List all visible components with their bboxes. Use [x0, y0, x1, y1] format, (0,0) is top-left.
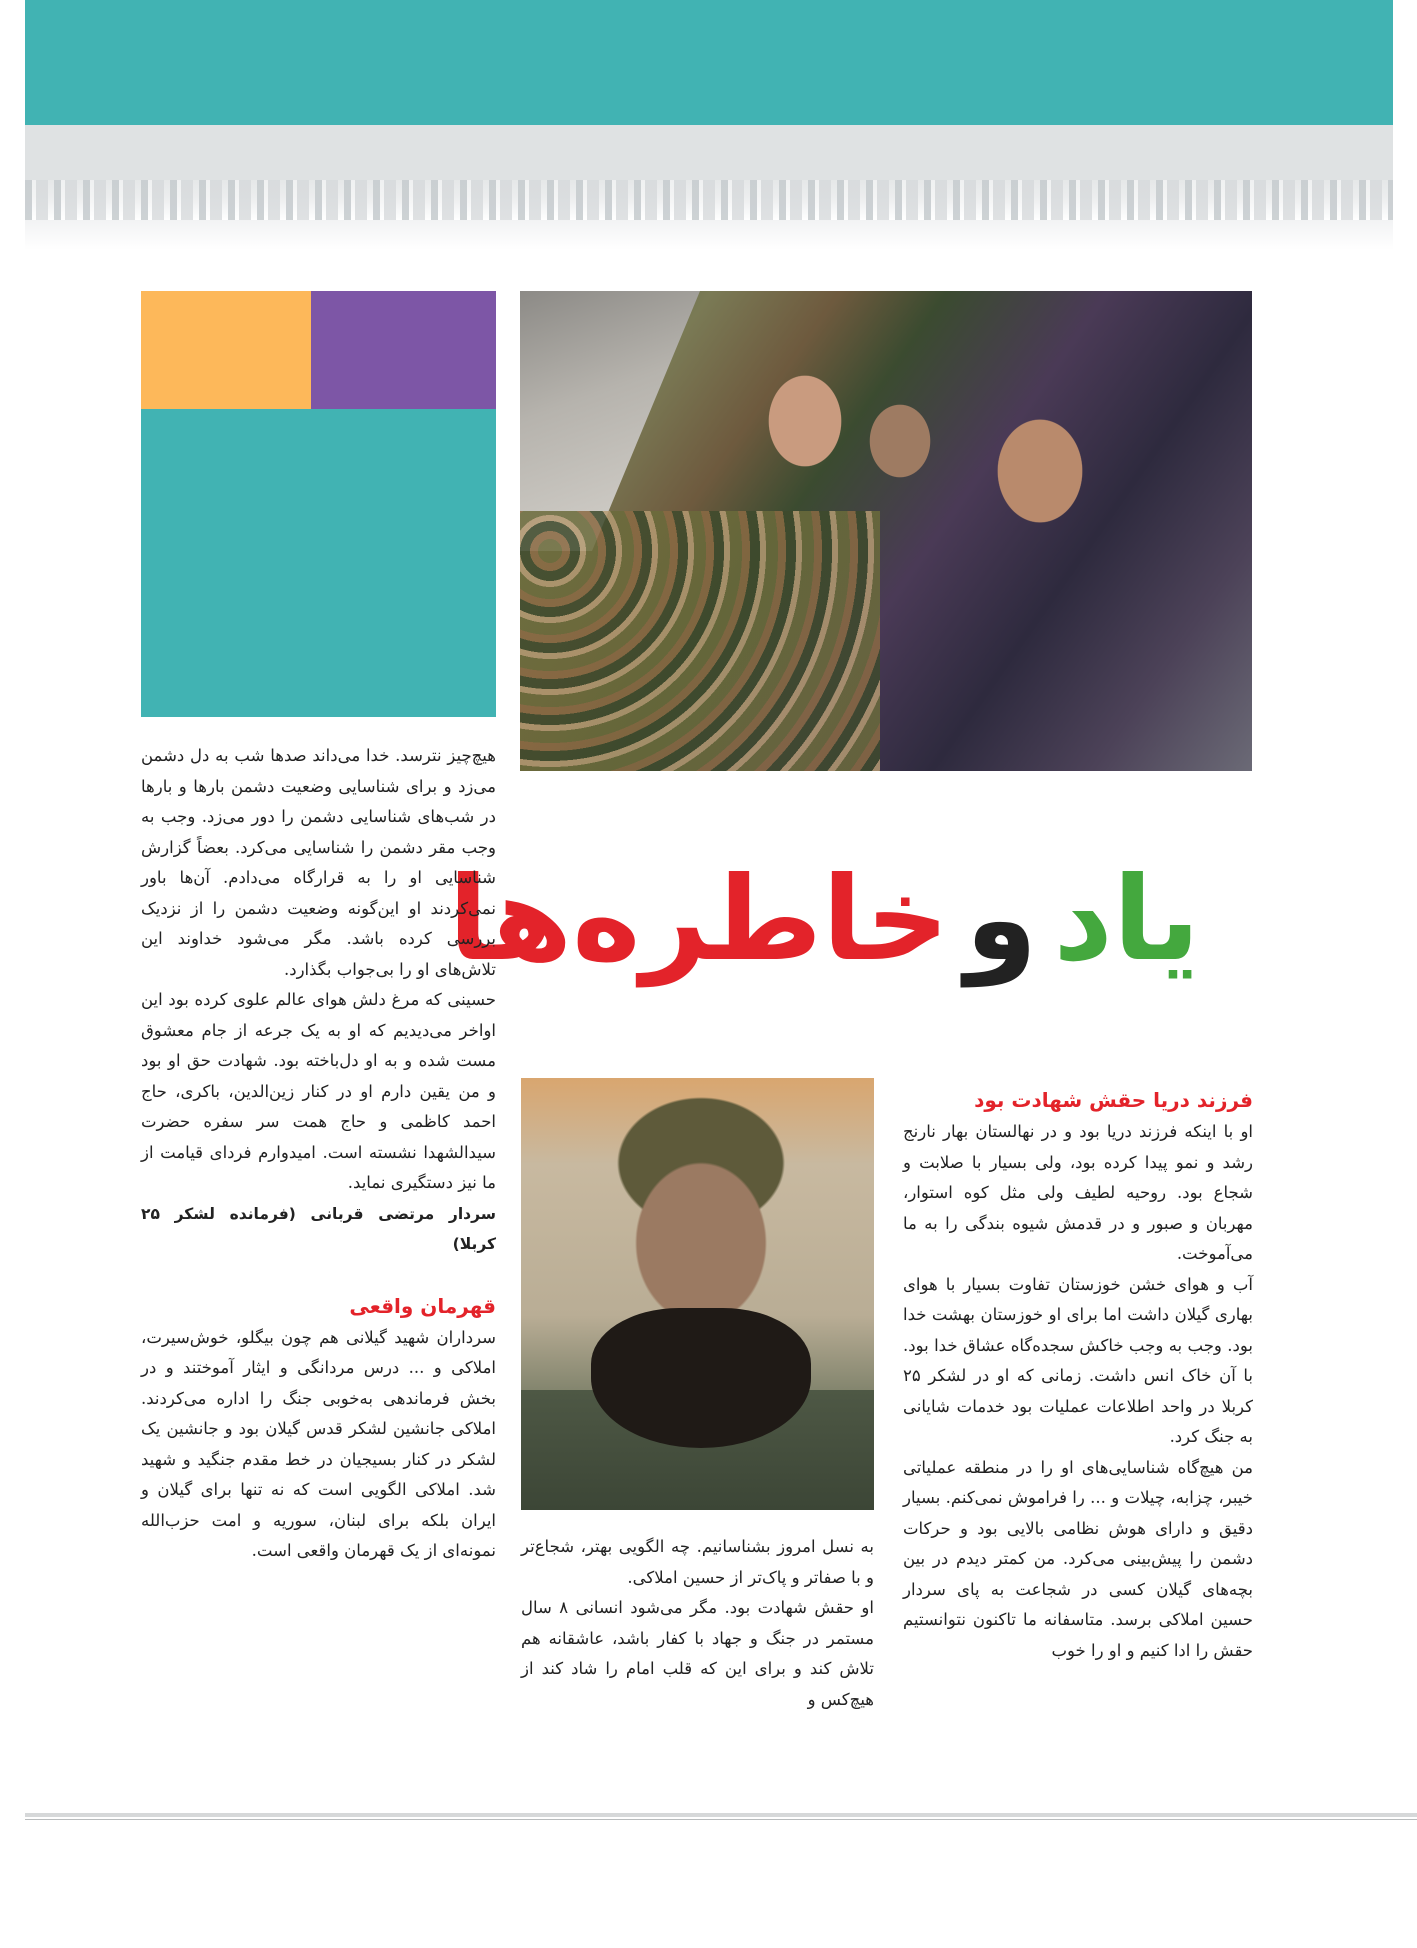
right-column [903, 1083, 1253, 1666]
decor-purple-square [311, 291, 496, 409]
right-paragraph-3: من هیچ‌گاه شناسایی‌های او را در منطقه عملیاتی خیبر، چزابه، چیلات و ... را فراموش نمی‌کنم. بسیار دقیق و دارای هوش نظامی بالایی بود و حرکات دشمن را پیش‌بینی می‌کرد. من کمتر دیدم در بین بچه‌های گیلان کسی در شجاعت به پای سردار حسین املاکی برسد. متاسفانه ما تاکنون نتوانستیم حقش را ادا کنیم و او را خوب [903, 1457, 1253, 1660]
decor-orange-square [141, 291, 311, 409]
middle-paragraph-2: او حقش شهادت بود. مگر می‌شود انسانی ۸ سال مستمر در جنگ و جهاد با کفار باشد، عاشقانه هم تلاش کند و برای این که قلب امام را شاد کند از هیچ‌کس و [521, 1598, 874, 1709]
header-fade [25, 220, 1393, 250]
photo-three-soldiers [520, 291, 1252, 771]
footer-rule-thin [25, 1819, 1417, 1820]
left-paragraph-1: هیچ‌چیز نترسد. خدا می‌داند صدها شب به دل دشمن می‌زد و برای شناسایی وضعیت دشمن بارها و بارها در شب‌های شناسایی دشمن را دور می‌زد. وجب به وجب مقر دشمن را شناسایی می‌کرد. بعضاً گزارش شناسایی او را به قرارگاه می‌دادم. آن‌ها باور نمی‌کردند او این‌گونه وضعیت دشمن را از نزدیک بررسی کرده باشد. مگر می‌شود خداوند این تلاش‌های او را بی‌جواب بگذارد. [141, 746, 496, 979]
heading-child-of-sea: فرزند دریا حقش شهادت بود [974, 1088, 1253, 1112]
header-brush-texture [25, 180, 1393, 220]
title-word-yad: یاد [1053, 852, 1200, 987]
middle-paragraph-1: به نسل امروز بشناسانیم. چه الگویی بهتر، شجاع‌تر و با صفاتر و پاک‌تر از حسین املاکی. [521, 1537, 874, 1587]
decor-teal-block [141, 409, 496, 717]
spacer [141, 1259, 496, 1289]
left-paragraph-2: حسینی که مرغ دلش هوای عالم علوی کرده بود این اواخر می‌دیدیم که او به یک جرعه از جام معشوق مست شده و به او دل‌باخته بود. شهادت حق او بود و من یقین دارم او در کنار زین‌الدین، باکری، حاج احمد کاظمی و حاج همت سر سفره حضرت سیدالشهدا نشسته است. امیدوارم فردای قیامت از ما نیز دستگیری نماید. [141, 990, 496, 1192]
header-teal-band [25, 0, 1393, 125]
photo-soldier-portrait [521, 1078, 874, 1510]
signature-line: سردار مرتضی قربانی (فرمانده لشکر ۲۵ کربلا) [141, 1204, 496, 1253]
right-paragraph-2: آب و هوای خشن خوزستان تفاوت بسیار با هوای بهاری گیلان داشت اما برای او خوزستان بهشت خدا بود. وجب به وجب خاکش سجده‌گاه عشاق خدا بود. با آن خاک انس داشت. زمانی که او در لشکر ۲۵ کربلا در واحد اطلاعات عملیات بود خدمات شایانی به جنگ کرد. [903, 1274, 1253, 1446]
title-word-khatereha: خاطره‌ها [448, 852, 950, 987]
footer-rule [25, 1813, 1417, 1817]
left-column [141, 741, 496, 1567]
header-gray-band [25, 125, 1393, 180]
page-title [448, 840, 1200, 1010]
title-word-va: و [965, 852, 1038, 987]
right-paragraph-1: او با اینکه فرزند دریا بود و در نهالستان بهار نارنج رشد و نمو پیدا کرده بود، ولی بسیار با صلابت و شجاع بود. روحیه لطیف ولی مثل کوه استوار، مهربان و صبور و در قدمش شیوه بندگی را به ما می‌آموخت. [903, 1122, 1253, 1263]
heading-real-hero: قهرمان واقعی [349, 1293, 496, 1318]
middle-column [521, 1532, 874, 1715]
left-paragraph-3: سرداران شهید گیلانی هم چون بیگلو، خوش‌سیرت، املاکی و ... درس مردانگی و ایثار آموختند و در بخش فرماندهی به‌خوبی جنگ را اداره می‌کردند. املاکی جانشین لشکر قدس گیلان بود و جانشین یک لشکر در کنار بسیجیان در خط مقدم جنگید و شهید شد. املاکی الگویی است که نه تنها برای گیلان و ایران بلکه برای لبنان، سوریه و امت حزب‌الله نمونه‌ای از یک قهرمان واقعی است. [141, 1327, 496, 1560]
